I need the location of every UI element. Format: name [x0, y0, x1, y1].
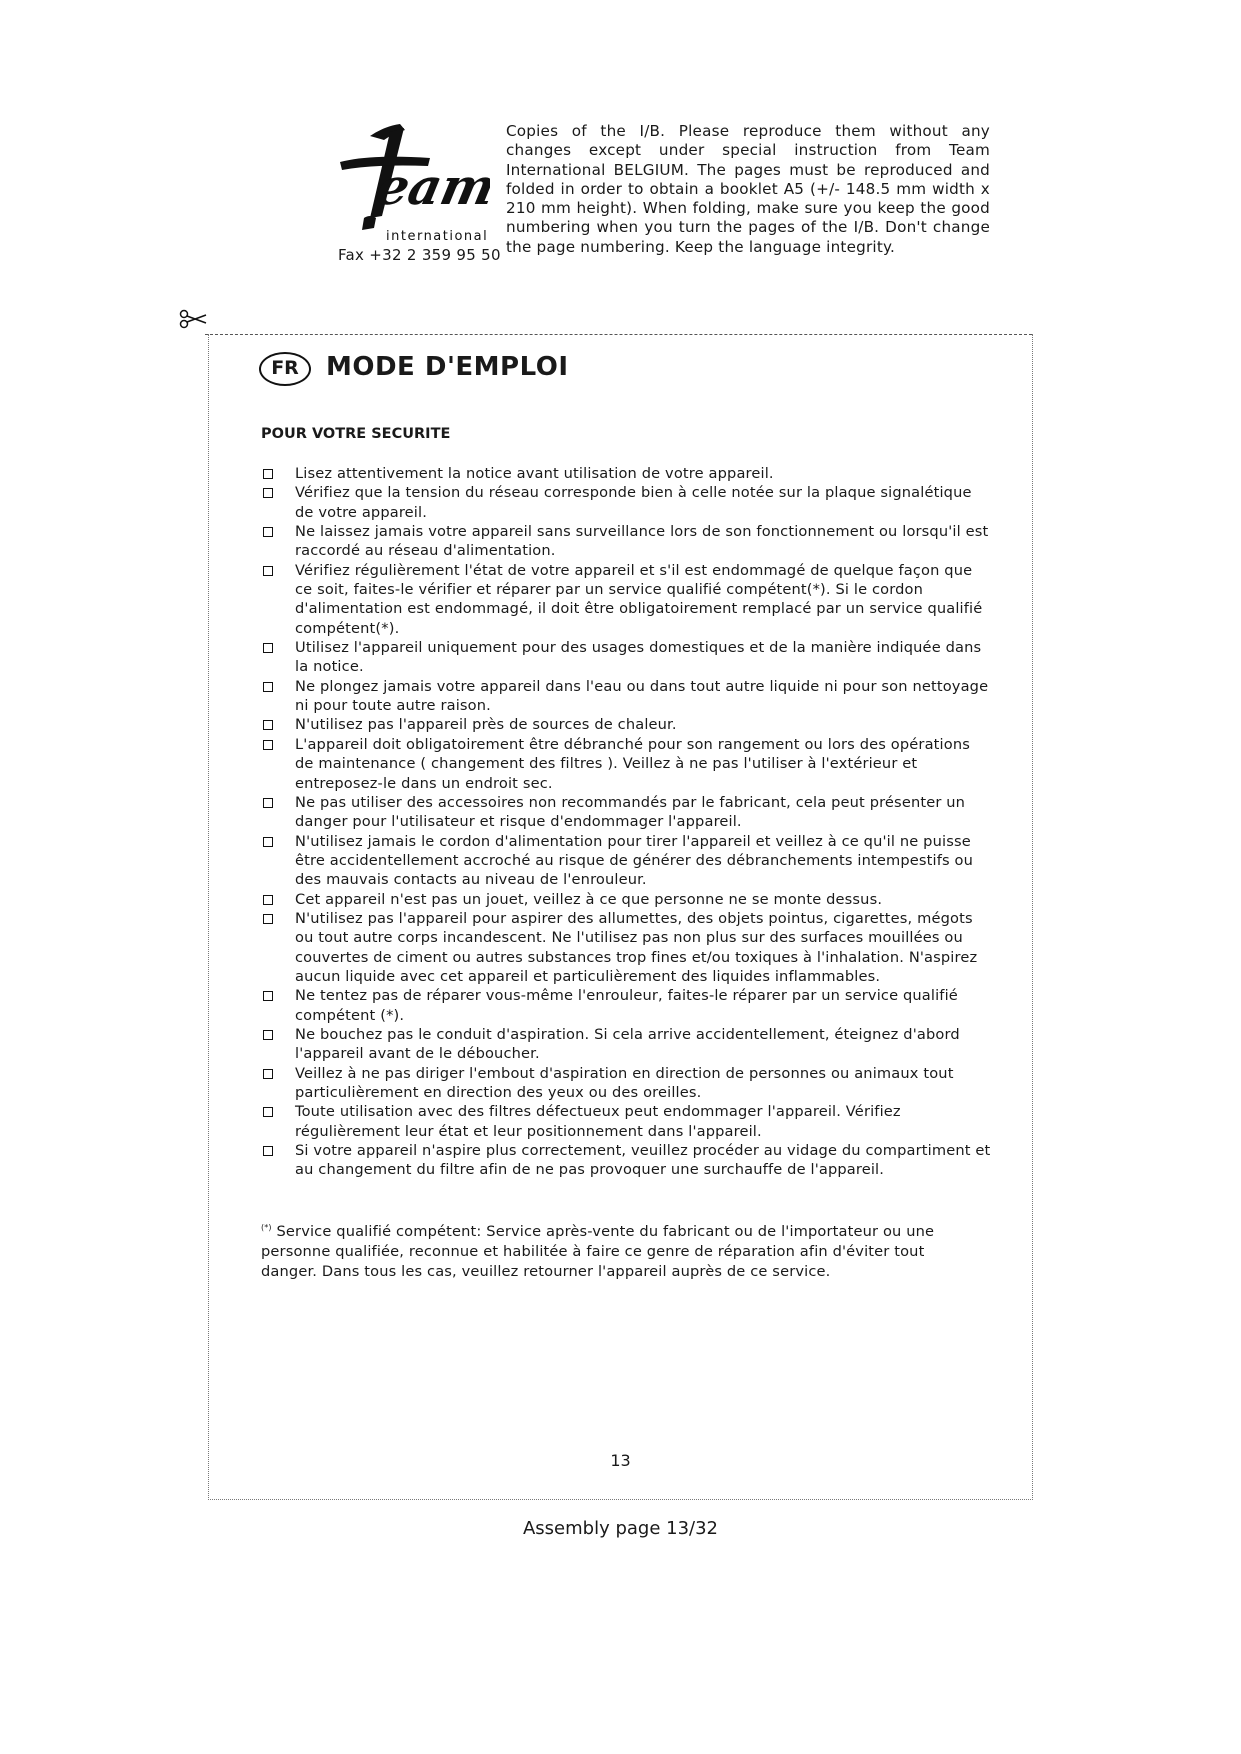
list-item: Ne tentez pas de réparer vous-même l'enrouleur, faites-le réparer par un service qualifié compétent (*). [261, 986, 991, 1025]
svg-text:eam: eam [371, 157, 490, 216]
list-item: Ne bouchez pas le conduit d'aspiration. Si cela arrive accidentellement, éteignez d'abord l'appareil avant de le déboucher. [261, 1025, 991, 1064]
list-item: Lisez attentivement la notice avant utilisation de votre appareil. [261, 464, 991, 483]
list-item: Utilisez l'appareil uniquement pour des usages domestiques et de la manière indiquée dans la notice. [261, 638, 991, 677]
svg-text:international: international [386, 229, 489, 244]
footnote-mark: (*) [261, 1223, 272, 1232]
list-item: Vérifiez que la tension du réseau corresponde bien à celle notée sur la plaque signalétique de votre appareil. [261, 483, 991, 522]
list-item: L'appareil doit obligatoirement être débranché pour son rangement ou lors des opérations de maintenance ( changement des filtres ). Veillez à ne pas l'utiliser à l'extérieur et entreposez-le dans un endroit sec. [261, 735, 991, 793]
manual-title: MODE D'EMPLOI [326, 352, 569, 382]
language-badge: FR [259, 352, 311, 386]
list-item: Si votre appareil n'aspire plus correctement, veuillez procéder au vidage du compartiment et au changement du filtre afin de ne pas provoquer une surchauffe de l'appareil. [261, 1141, 991, 1180]
footnote-text: Service qualifié compétent: Service après-vente du fabricant ou de l'importateur ou une personne qualifiée, reconnue et habilitée à faire ce genre de réparation afin d'éviter tout danger. Dans tous les cas, veuillez retourner l'appareil auprès de ce service. [261, 1222, 935, 1280]
list-item: Ne plongez jamais votre appareil dans l'eau ou dans tout autre liquide ni pour son nettoyage ni pour toute autre raison. [261, 677, 991, 716]
reproduction-instructions: Copies of the I/B. Please reproduce them without any changes except under special instruction from Team International BELGIUM. The pages must be reproduced and folded in order to obtain a booklet A5 (+/- 148.5 mm width x 210 mm height). When folding, make sure you keep the good numbering when you turn the pages of the I/B. Don't change the page numbering. Keep the language integrity. [506, 122, 990, 256]
list-item: Ne pas utiliser des accessoires non recommandés par le fabricant, cela peut présenter un danger pour l'utilisateur et risque d'endommager l'appareil. [261, 793, 991, 832]
page-number: 13 [610, 1451, 631, 1470]
list-item: Cet appareil n'est pas un jouet, veillez à ce que personne ne se monte dessus. [261, 890, 991, 909]
team-international-logo [330, 118, 490, 248]
list-item: Veillez à ne pas diriger l'embout d'aspiration en direction de personnes ou animaux tout particulièrement en direction des yeux ou des oreilles. [261, 1064, 991, 1103]
list-item: N'utilisez pas l'appareil près de sources de chaleur. [261, 715, 991, 734]
footnote [261, 1218, 981, 1282]
list-item: Toute utilisation avec des filtres défectueux peut endommager l'appareil. Vérifiez régulièrement leur état et leur positionnement dans l'appareil. [261, 1102, 991, 1141]
fax-number: Fax +32 2 359 95 50 [338, 246, 501, 264]
list-item: N'utilisez jamais le cordon d'alimentation pour tirer l'appareil et veillez à ce qu'il ne puisse être accidentellement accroché au risque de générer des débranchements intempestifs ou des mauvais contacts au niveau de l'enrouleur. [261, 832, 991, 890]
list-item: Vérifiez régulièrement l'état de votre appareil et s'il est endommagé de quelque façon que ce soit, faites-le vérifier et réparer par un service qualifié compétent(*). Si le cordon d'alimentation est endommagé, il doit être obligatoirement remplacé par un service qualifié compétent(*). [261, 561, 991, 638]
list-item: Ne laissez jamais votre appareil sans surveillance lors de son fonctionnement ou lorsqu'il est raccordé au réseau d'alimentation. [261, 522, 991, 561]
assembly-page-label: Assembly page 13/32 [522, 1518, 719, 1539]
list-item: N'utilisez pas l'appareil pour aspirer des allumettes, des objets pointus, cigarettes, mégots ou tout autre corps incandescent. Ne l'utilisez pas non plus sur des surfaces mouillées ou couvertes de ciment ou autres substances trop fines et/ou toxiques à l'inhalation. N'aspirez aucun liquide avec cet appareil et particulièrement des liquides inflammables. [261, 909, 991, 986]
section-title: POUR VOTRE SECURITE [261, 426, 451, 442]
safety-instructions-list [261, 464, 991, 1180]
scissors-icon [178, 308, 208, 330]
